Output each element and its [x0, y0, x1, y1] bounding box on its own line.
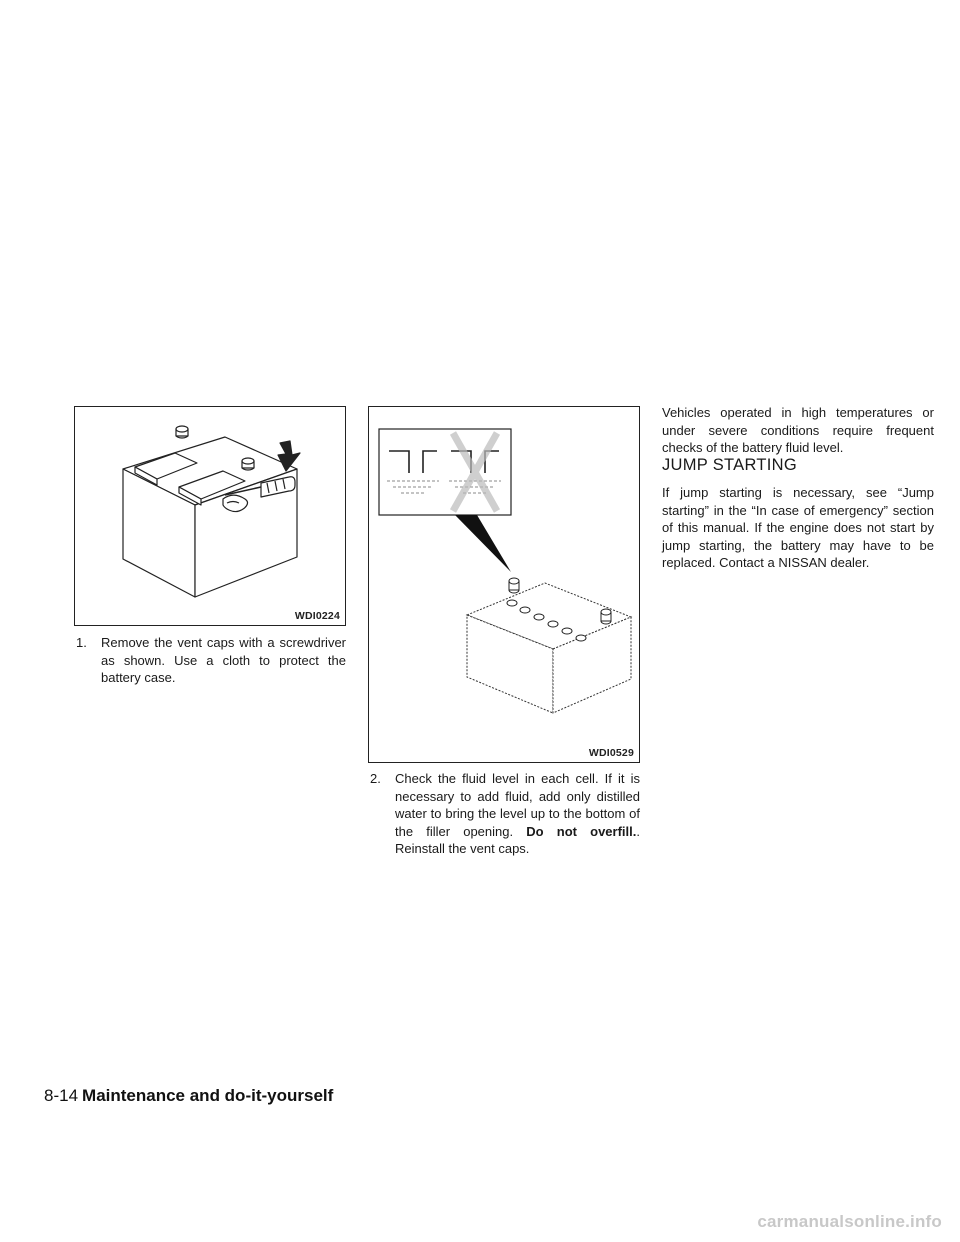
figure-battery-vent-caps: [74, 406, 346, 626]
figure-battery-fluid-level: [368, 406, 640, 763]
section-heading: JUMP STARTING: [662, 456, 797, 474]
step-number: 1.: [76, 635, 87, 650]
intro-paragraph: Vehicles operated in high temperatures or under severe conditions require frequent checks of the battery fluid level.: [662, 405, 934, 455]
page-number: 8-14: [44, 1086, 79, 1105]
step-text-end: . Reinstall the vent caps.: [395, 823, 640, 856]
page-footer: [44, 1086, 333, 1106]
section-title: Maintenance and do-it-yourself: [82, 1086, 334, 1105]
step-text: Remove the vent caps with a screwdriver as shown. Use a cloth to protect the battery case.: [101, 635, 346, 685]
step-text: Check the fluid level in each cell. If it is necessary to add fluid, add only distilled water to bring the level up to the bottom of the filler opening.: [395, 771, 640, 839]
step-2: [370, 770, 640, 858]
warning-text: Do not overfill.: [526, 823, 637, 839]
jump-starting-paragraph: If jump starting is necessary, see “Jump starting” in the “In case of emergency” section of this manual. If the engine does not start by jump starting, the battery may have to be replaced. Contact a NISSAN dealer.: [662, 485, 934, 570]
battery-screwdriver-illustration: [75, 407, 345, 625]
figure-code: WDI0529: [588, 747, 634, 759]
figure-code: WDI0224: [294, 610, 340, 622]
step-number: 2.: [370, 771, 381, 786]
step-1: [76, 634, 346, 687]
battery-fluid-level-illustration: [369, 407, 639, 762]
watermark: carmanualsonline.info: [757, 1212, 942, 1231]
